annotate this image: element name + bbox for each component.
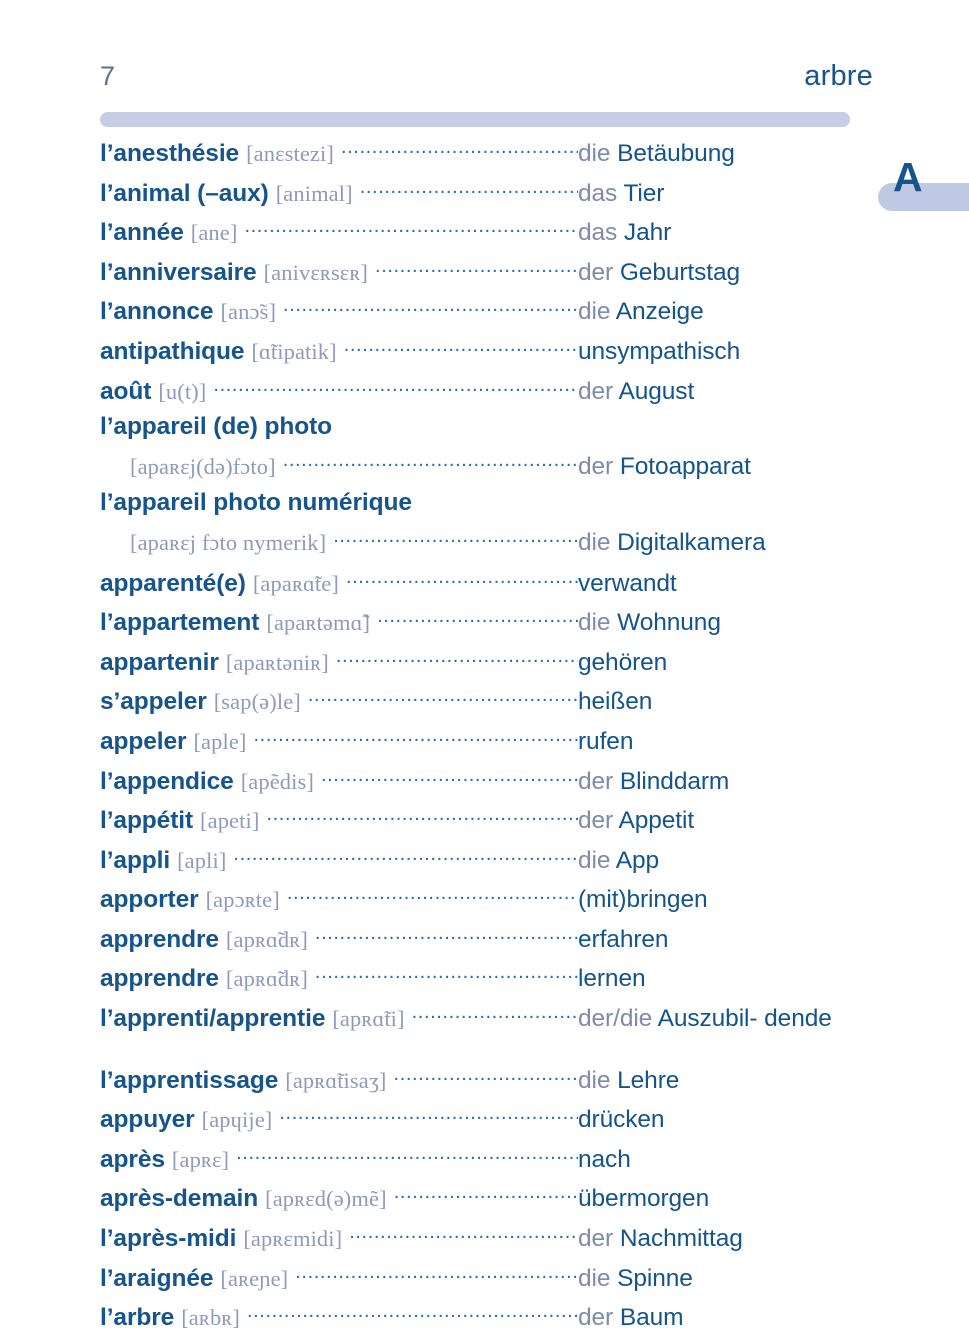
dictionary-entry	[100, 961, 900, 1001]
headword-french: août	[100, 377, 152, 405]
dot-leader	[344, 343, 578, 359]
french-column	[100, 728, 578, 764]
running-header	[100, 62, 873, 102]
translation-german	[578, 215, 900, 251]
phonetic-transcription: [apaʀtəniʀ]	[225, 649, 329, 675]
german-article: das	[578, 179, 618, 207]
dot-leader	[308, 693, 578, 709]
translation-german	[578, 764, 900, 800]
german-article: die	[578, 1066, 611, 1094]
french-column	[100, 926, 578, 962]
headword-french: l’annonce	[100, 298, 214, 326]
dot-leader	[346, 575, 578, 591]
german-article: der	[578, 452, 614, 480]
translation-german	[578, 1142, 900, 1178]
french-column	[100, 649, 578, 685]
translation-german	[578, 294, 900, 330]
german-translation-text: (mit)bringen	[578, 886, 708, 914]
german-article: das	[578, 219, 618, 247]
pronunciation-translation-line	[100, 525, 900, 566]
french-column	[100, 180, 578, 216]
dot-leader	[375, 264, 578, 280]
dictionary-entry	[100, 803, 900, 843]
headword-french: l’appareil (de) photo	[100, 413, 333, 441]
phonetic-transcription: [anivɛʀsɛʀ]	[263, 259, 369, 285]
phonetic-transcription: [apʀɑ̃dʀ]	[225, 966, 308, 992]
dot-leader	[266, 812, 578, 828]
dictionary-entry	[100, 1221, 900, 1261]
phonetic-transcription: [apaʀtəmɑ̃]	[266, 610, 371, 636]
german-translation-text: übermorgen	[578, 1185, 710, 1213]
dot-leader	[394, 1190, 578, 1206]
dictionary-entry	[100, 1063, 900, 1103]
headword-french: l’arbre	[100, 1304, 175, 1332]
german-translation-text: Jahr	[623, 219, 672, 247]
dot-leader	[333, 534, 578, 550]
dictionary-entry-list	[100, 136, 900, 1340]
dictionary-entry	[100, 374, 900, 414]
translation-german	[578, 1181, 900, 1217]
german-translation-text: Spinne	[617, 1264, 693, 1292]
dictionary-entry	[100, 724, 900, 764]
headword-french: l’apprentissage	[100, 1066, 279, 1094]
translation-german	[578, 176, 900, 212]
headword-french: appartenir	[100, 648, 219, 676]
german-article: die	[578, 140, 611, 167]
phonetic-transcription: [u(t)]	[158, 378, 207, 404]
dictionary-entry	[100, 215, 900, 255]
dictionary-entry	[100, 566, 900, 606]
german-translation-text: Appetit	[618, 807, 695, 835]
translation-german	[578, 1063, 900, 1099]
german-translation-text: drücken	[578, 1106, 665, 1134]
dictionary-entry	[100, 882, 900, 922]
headword-french: l’appétit	[100, 807, 194, 835]
phonetic-transcription: [apʀɛmidi]	[243, 1226, 343, 1252]
german-translation-text: Blinddarm	[619, 767, 730, 795]
phonetic-transcription: [apɔʀte]	[205, 887, 280, 913]
running-head-word: arbre	[804, 60, 873, 92]
german-translation-text: Auszubil- dende	[657, 1005, 832, 1033]
phonetic-transcription: [apʀɑ̃ti]	[332, 1006, 405, 1032]
french-column	[100, 1005, 578, 1041]
headword-french: apprendre	[100, 925, 219, 953]
dictionary-entry	[100, 1181, 900, 1221]
headword-french: l’araignée	[100, 1264, 214, 1292]
phonetic-transcription: [apeti]	[200, 808, 260, 834]
dictionary-entry	[100, 136, 900, 176]
headword-french: l’année	[100, 219, 184, 247]
dot-leader	[254, 733, 578, 749]
dot-leader	[295, 1270, 578, 1286]
dictionary-entry	[100, 489, 900, 565]
phonetic-transcription: [aple]	[193, 728, 247, 754]
translation-german	[578, 136, 900, 172]
phonetic-transcription: [apaʀɛj fɔto nymerik]	[130, 529, 327, 555]
dictionary-entry	[100, 255, 900, 295]
german-translation-text: verwandt	[578, 569, 677, 597]
phonetic-transcription: [apaʀɑ̃te]	[252, 570, 339, 596]
translation-german	[578, 1102, 900, 1138]
dot-leader	[236, 1151, 578, 1167]
dot-leader	[315, 970, 578, 986]
dictionary-entry	[100, 413, 900, 489]
french-column	[100, 1185, 578, 1221]
german-article: der	[578, 258, 614, 286]
translation-german	[578, 803, 900, 839]
german-translation-text: Geburtstag	[619, 258, 741, 286]
translation-german	[578, 961, 900, 997]
translation-german	[578, 1001, 900, 1037]
french-column	[100, 570, 578, 606]
dot-leader	[394, 1072, 578, 1088]
dot-leader	[283, 303, 578, 319]
french-column	[100, 530, 578, 566]
german-translation-text: unsympathisch	[578, 337, 741, 365]
headword-french: l’après-midi	[100, 1225, 237, 1253]
german-article: die	[578, 609, 611, 637]
phonetic-transcription: [apʀɛ]	[171, 1146, 230, 1172]
german-article: die	[578, 298, 611, 326]
phonetic-transcription: [ɑ̃tipatik]	[251, 338, 337, 364]
headword-french: l’appli	[100, 846, 171, 874]
dot-leader	[213, 383, 578, 399]
dot-leader	[283, 458, 578, 474]
german-translation-text: Baum	[619, 1304, 684, 1332]
headword-french: l’apprenti/apprentie	[100, 1005, 326, 1033]
dictionary-entry	[100, 1261, 900, 1301]
phonetic-transcription: [anɛstezi]	[246, 141, 334, 166]
translation-german	[578, 645, 900, 681]
phonetic-transcription: [apʀɑ̃tisaʒ]	[285, 1067, 387, 1093]
dictionary-entry	[100, 176, 900, 216]
french-column	[100, 1067, 578, 1103]
dictionary-entry	[100, 922, 900, 962]
phonetic-transcription: [aʀbʀ]	[181, 1305, 240, 1331]
french-column	[100, 807, 578, 843]
dot-leader	[336, 654, 578, 670]
headword-french: l’appareil photo numérique	[100, 489, 412, 517]
dot-leader	[412, 1010, 578, 1026]
translation-german	[578, 843, 900, 879]
french-column	[100, 609, 578, 645]
german-article: der	[578, 767, 614, 795]
dictionary-entry	[100, 1300, 900, 1340]
dictionary-entry	[100, 764, 900, 804]
translation-german	[578, 1221, 900, 1257]
french-column	[100, 1304, 578, 1340]
dot-leader	[321, 773, 578, 789]
french-column	[100, 140, 578, 176]
translation-german	[578, 724, 900, 760]
phonetic-transcription: [apli]	[177, 847, 227, 873]
dictionary-entry	[100, 1001, 900, 1041]
dot-leader	[247, 1309, 578, 1325]
dot-leader	[233, 852, 578, 868]
translation-german	[578, 566, 900, 602]
french-column	[100, 1146, 578, 1182]
dictionary-entry	[100, 1102, 900, 1142]
header-divider-rule	[100, 112, 850, 127]
phonetic-transcription: [anɔ̃s]	[220, 299, 277, 325]
dictionary-entry	[100, 334, 900, 374]
french-column	[100, 219, 578, 255]
translation-german	[578, 922, 900, 958]
headword-french: antipathique	[100, 337, 245, 365]
dot-leader	[360, 185, 578, 201]
german-article: der	[578, 1225, 614, 1253]
translation-german	[578, 525, 900, 561]
german-article: der	[578, 377, 614, 405]
french-column	[100, 298, 578, 334]
phonetic-transcription: [apʀɑ̃dʀ]	[225, 926, 308, 952]
headword-french: l’appartement	[100, 609, 260, 637]
german-translation-text: Betäubung	[617, 140, 735, 167]
alphabet-thumb-letter: A	[893, 154, 924, 200]
phonetic-transcription: [apẽdis]	[240, 768, 314, 794]
french-column	[100, 768, 578, 804]
german-article: die	[578, 1264, 611, 1292]
dot-leader	[244, 224, 578, 240]
phonetic-transcription: [apʀɛd(ə)mẽ]	[265, 1186, 387, 1212]
headword-french: appeler	[100, 727, 187, 755]
translation-german	[578, 1300, 900, 1336]
translation-german	[578, 882, 900, 918]
dot-leader	[315, 931, 578, 947]
headword-french: après-demain	[100, 1185, 259, 1213]
german-translation-text: Lehre	[617, 1066, 680, 1094]
headword-french: l’animal (–aux)	[100, 179, 269, 207]
french-column	[100, 338, 578, 374]
german-translation-text: lernen	[578, 965, 646, 993]
german-translation-text: App	[615, 846, 660, 874]
phonetic-transcription: [animal]	[275, 180, 353, 206]
headword-french: appuyer	[100, 1106, 195, 1134]
german-translation-text: gehören	[578, 648, 668, 676]
german-translation-text: August	[618, 377, 695, 405]
french-column	[100, 259, 578, 295]
french-column	[100, 1265, 578, 1301]
french-column	[100, 454, 578, 490]
headword-french: l’anesthésie	[100, 140, 240, 167]
translation-german	[578, 605, 900, 641]
french-column	[100, 1106, 578, 1142]
dot-leader	[279, 1111, 578, 1127]
phonetic-transcription: [sap(ə)le]	[213, 689, 301, 715]
dictionary-entry	[100, 1142, 900, 1182]
translation-german	[578, 1261, 900, 1297]
german-translation-text: erfahren	[578, 925, 669, 953]
german-article: die	[578, 528, 611, 556]
phonetic-transcription: [apaʀɛj(də)fɔto]	[130, 453, 276, 479]
german-translation-text: Digitalkamera	[617, 528, 766, 556]
german-article: die	[578, 846, 611, 874]
headword-french: l’anniversaire	[100, 258, 257, 286]
headword-french: l’appendice	[100, 767, 234, 795]
translation-german	[578, 449, 900, 485]
dot-leader	[287, 891, 578, 907]
german-translation-text: Fotoapparat	[619, 452, 751, 480]
headword-line	[100, 413, 900, 449]
headword-french: apporter	[100, 886, 199, 914]
dictionary-entry	[100, 294, 900, 334]
french-column	[100, 886, 578, 922]
dictionary-entry	[100, 843, 900, 883]
german-translation-text: Wohnung	[617, 609, 721, 637]
translation-german	[578, 374, 900, 410]
french-column	[100, 965, 578, 1001]
pronunciation-translation-line	[100, 449, 900, 490]
german-translation-text: Nachmittag	[619, 1225, 743, 1253]
headword-french: s’appeler	[100, 688, 207, 716]
translation-german	[578, 334, 900, 370]
translation-german	[578, 255, 900, 291]
headword-line	[100, 489, 900, 525]
german-translation-text: rufen	[578, 727, 634, 755]
dot-leader	[341, 145, 578, 161]
dictionary-entry	[100, 645, 900, 685]
dictionary-entry	[100, 605, 900, 645]
translation-german	[578, 684, 900, 720]
french-column	[100, 1225, 578, 1261]
german-translation-text: heißen	[578, 688, 653, 716]
german-translation-text: nach	[578, 1145, 631, 1173]
dot-leader	[377, 614, 578, 630]
german-article: der/die	[578, 1005, 653, 1033]
german-article: der	[578, 807, 614, 835]
french-column	[100, 378, 578, 414]
phonetic-transcription: [apɥije]	[201, 1107, 273, 1133]
german-translation-text: Anzeige	[615, 298, 704, 326]
headword-french: après	[100, 1145, 165, 1173]
german-translation-text: Tier	[623, 179, 665, 207]
french-column	[100, 688, 578, 724]
dictionary-entry	[100, 684, 900, 724]
headword-french: apprendre	[100, 965, 219, 993]
dot-leader	[349, 1230, 578, 1246]
french-column	[100, 847, 578, 883]
page-number: 7	[100, 61, 116, 91]
phonetic-transcription: [aʀeɲe]	[220, 1265, 289, 1291]
phonetic-transcription: [ane]	[190, 220, 238, 246]
headword-french: apparenté(e)	[100, 569, 246, 597]
german-article: der	[578, 1304, 614, 1332]
